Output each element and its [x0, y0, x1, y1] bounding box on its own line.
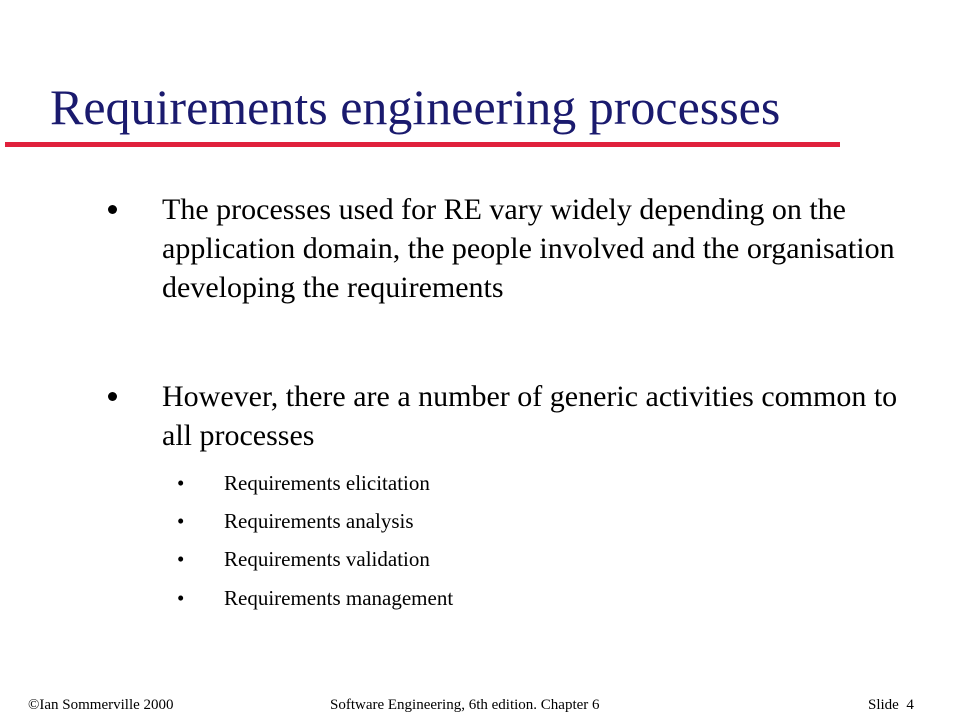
sub-bullet-dot-icon: •	[177, 509, 185, 533]
bullet-dot-icon	[108, 205, 117, 214]
sub-bullet-text: Requirements elicitation	[224, 471, 430, 495]
bullet-text: The processes used for RE vary widely depending on the application domain, the people involved and the organisation developing the requirements	[162, 193, 895, 304]
sub-bullet-text: Requirements analysis	[224, 509, 414, 533]
footer-copyright: ©Ian Sommerville 2000	[28, 697, 174, 713]
footer-slide-number: Slide 4	[868, 697, 914, 713]
sub-bullet-item	[177, 585, 453, 611]
sub-bullet-text: Requirements management	[224, 586, 454, 610]
title-underline	[5, 142, 840, 147]
sub-bullet-item	[177, 470, 430, 496]
sub-bullet-text: Requirements validation	[224, 547, 430, 571]
sub-bullet-item	[177, 546, 430, 572]
slide-title: Requirements engineering processes	[50, 79, 781, 135]
footer-book-title: Software Engineering, 6th edition. Chapter 6	[330, 697, 600, 713]
bullet-text: However, there are a number of generic activities common to all processes	[162, 380, 898, 452]
sub-bullet-item	[177, 508, 414, 534]
bullet-item	[162, 377, 922, 455]
sub-bullet-dot-icon: •	[177, 586, 185, 610]
bullet-dot-icon	[108, 392, 117, 401]
sub-bullet-dot-icon: •	[177, 471, 185, 495]
bullet-item	[162, 190, 922, 307]
sub-bullet-dot-icon: •	[177, 547, 185, 571]
